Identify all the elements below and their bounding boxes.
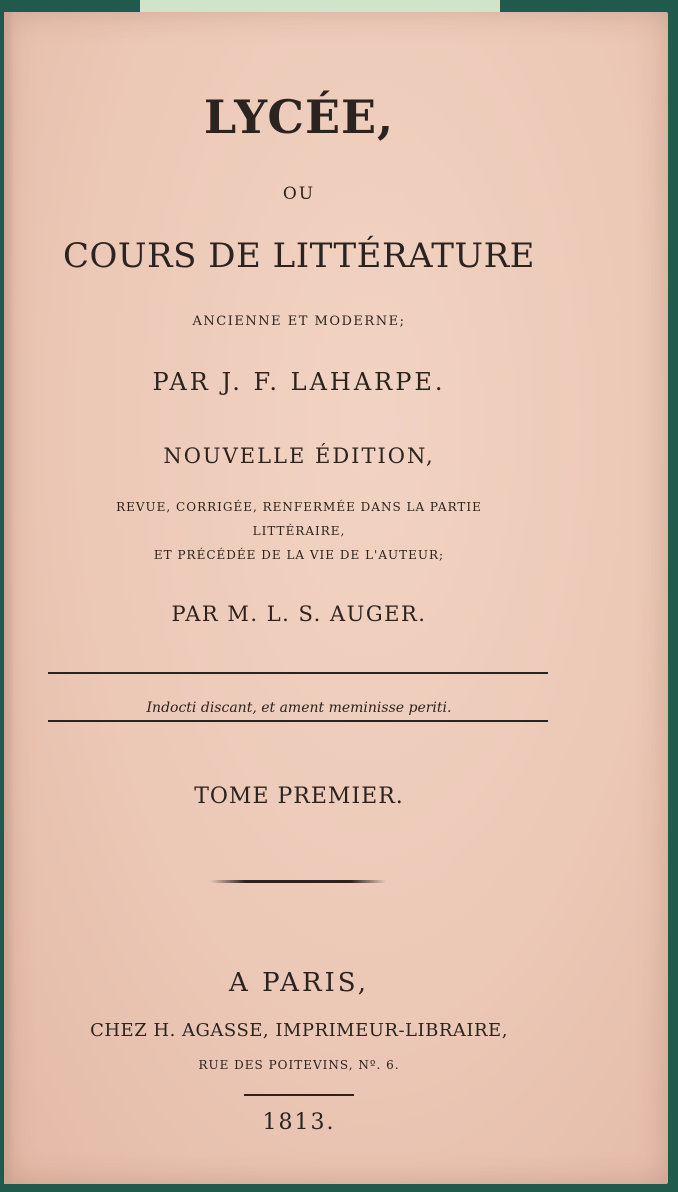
imprint-publisher: CHEZ H. AGASSE, IMPRIMEUR-LIBRAIRE, (90, 1020, 508, 1041)
motto-rule-top (48, 672, 548, 674)
book-title: LYCÉE, (203, 90, 395, 144)
subtitle-detail: ANCIENNE ET MODERNE; (192, 314, 406, 329)
author-line: PAR J. F. LAHARPE. (152, 368, 446, 396)
title-conjunction: OU (282, 184, 316, 204)
volume-label: TOME PREMIER. (194, 784, 404, 809)
editor-line: PAR M. L. S. AUGER. (171, 602, 427, 626)
ornamental-rule (210, 880, 386, 883)
book-subtitle: COURS DE LITTÉRATURE (63, 236, 535, 276)
imprint-rule (244, 1094, 354, 1096)
revision-line-1: REVUE, CORRIGÉE, RENFERMÉE DANS LA PARTIE (116, 500, 482, 514)
bookmark-tab (140, 0, 500, 12)
imprint-street: RUE DES POITEVINS, Nº. 6. (198, 1058, 400, 1072)
imprint-year: 1813. (262, 1110, 336, 1135)
motto-rule-bottom (48, 720, 548, 722)
revision-line-2: LITTÉRAIRE, (252, 524, 346, 538)
imprint-city: A PARIS, (229, 968, 369, 998)
motto: Indocti discant, et ament meminisse periti. (146, 700, 452, 716)
edition-line: NOUVELLE ÉDITION, (163, 444, 435, 468)
revision-line-3: ET PRÉCÉDÉE DE LA VIE DE L'AUTEUR; (153, 548, 445, 562)
title-page (4, 12, 668, 1184)
